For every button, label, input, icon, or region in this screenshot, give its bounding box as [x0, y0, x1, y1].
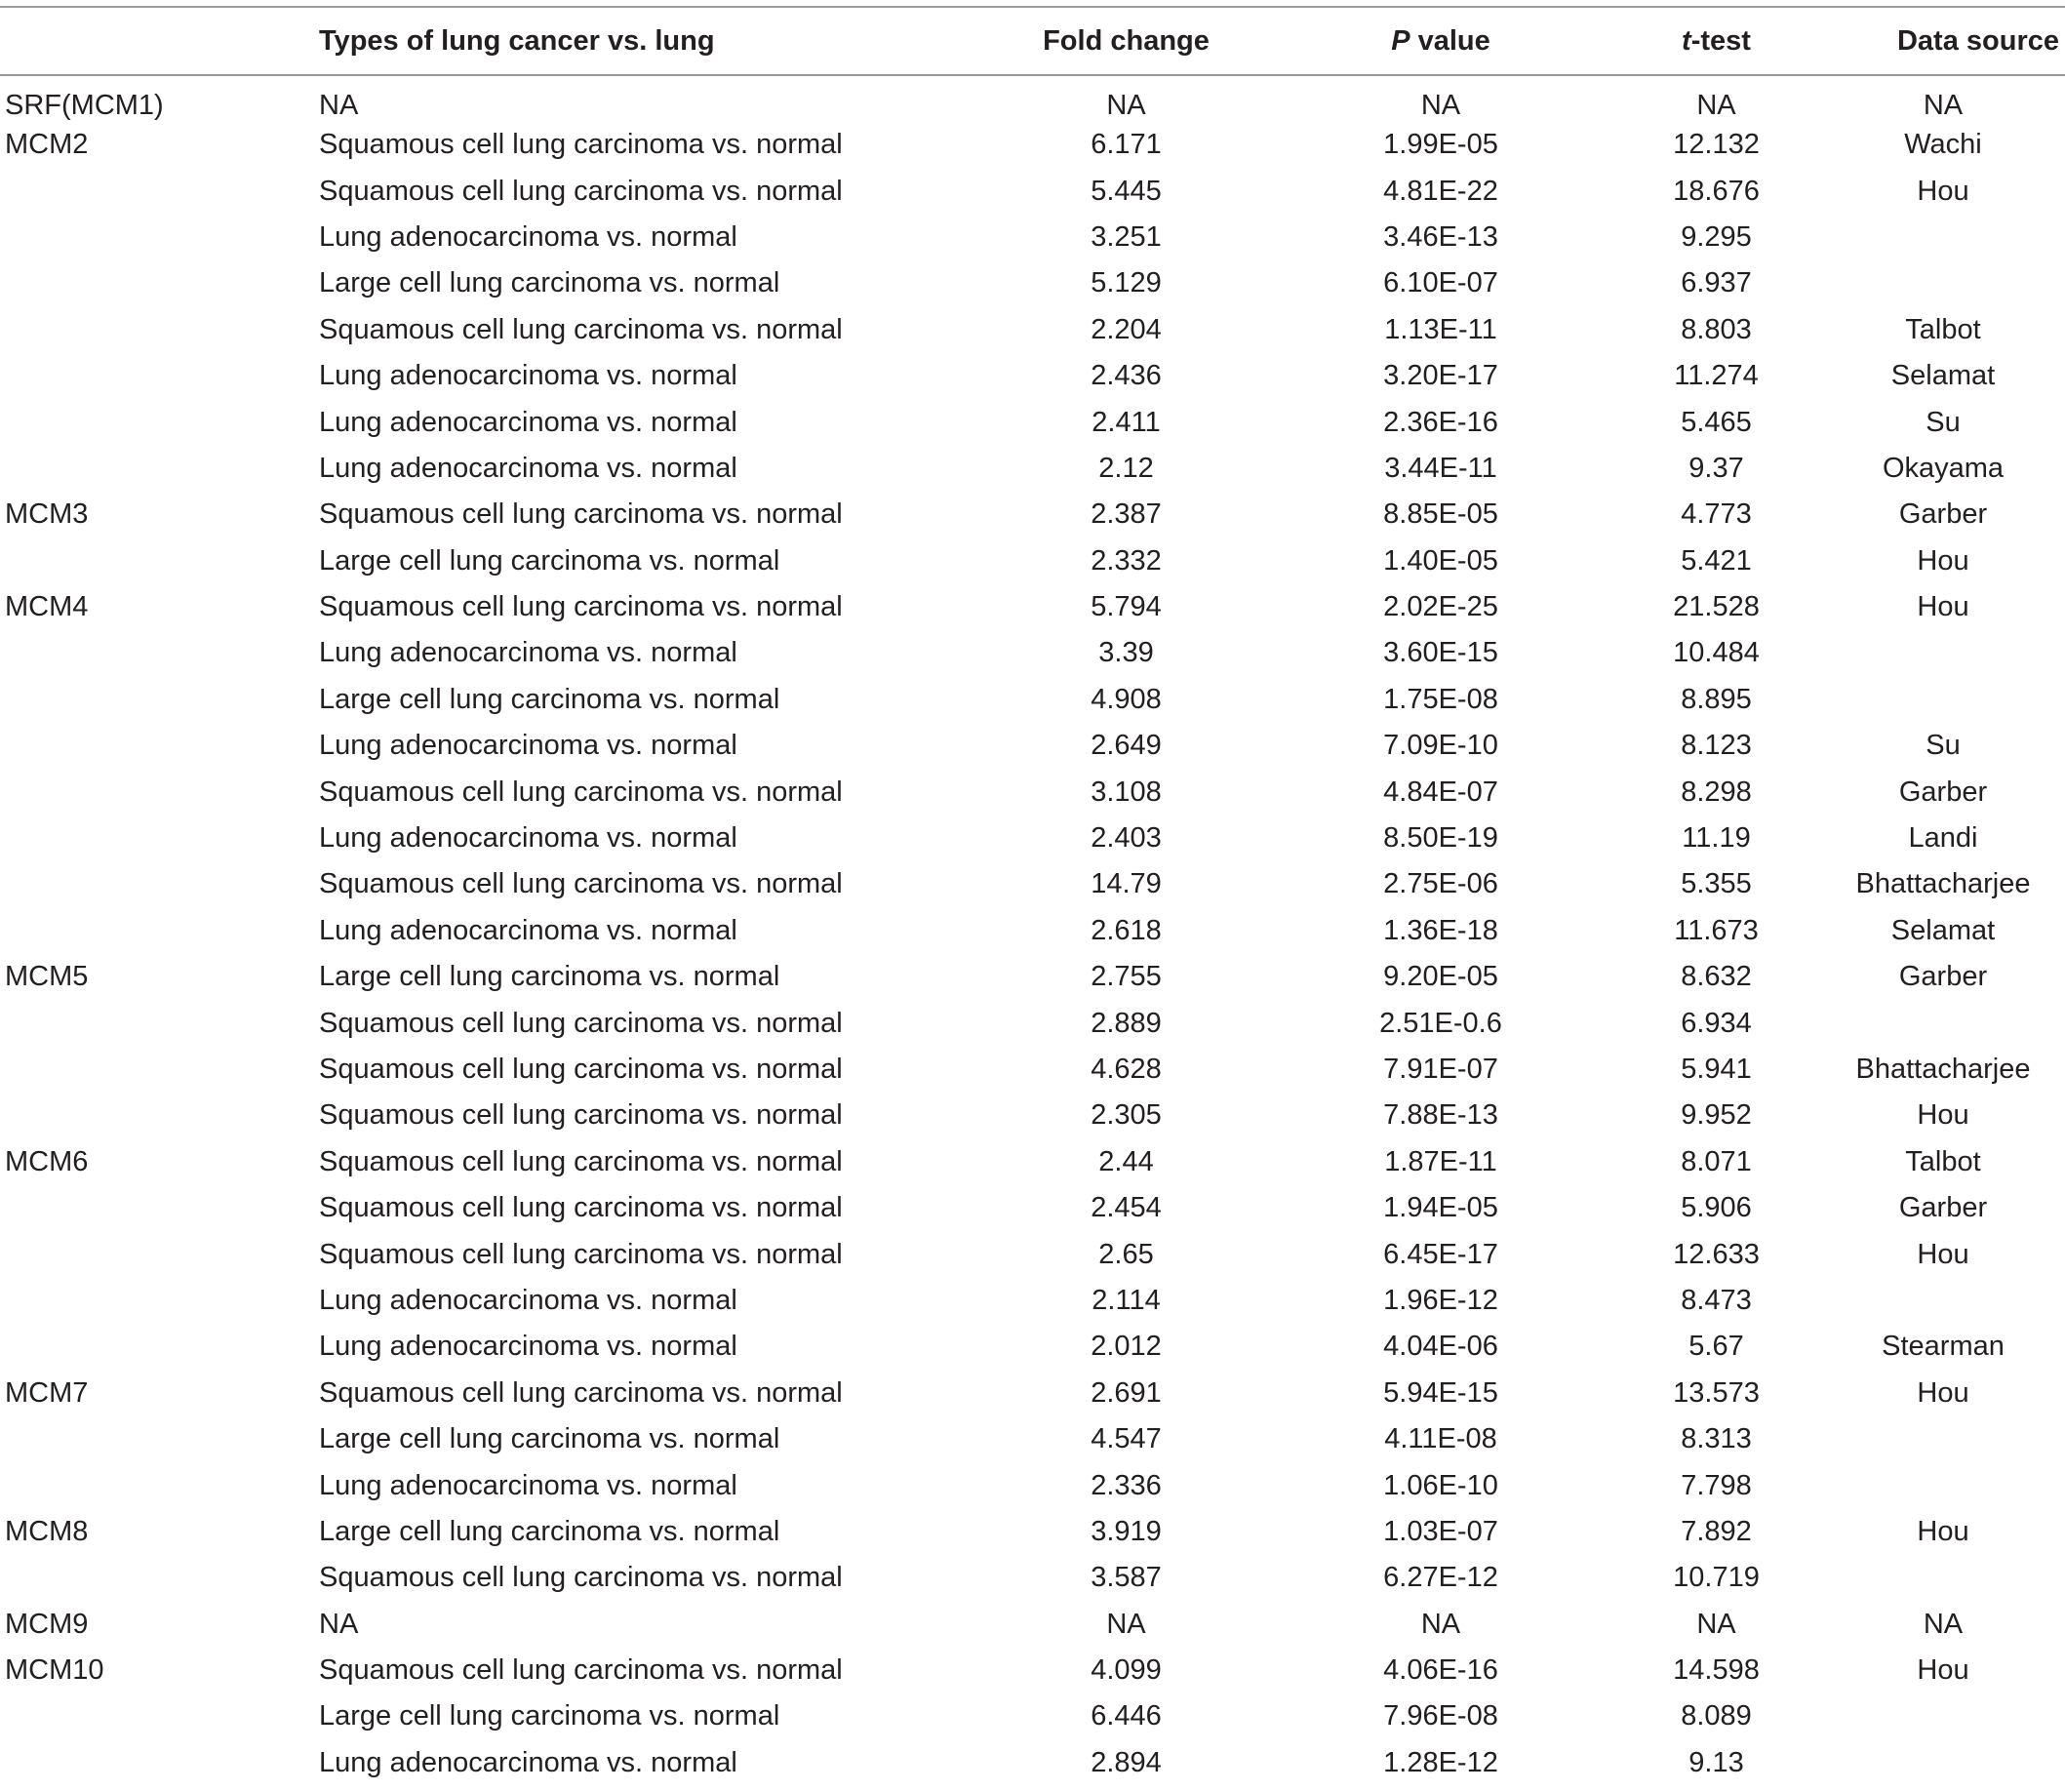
- cell-p-value: 1.13E-11: [1384, 313, 1497, 345]
- cell-p-value: 1.40E-05: [1383, 544, 1498, 577]
- table-row: [0, 1000, 2065, 1046]
- cell-fold-change: NA: [1106, 90, 1146, 121]
- cell-gene: [0, 1231, 319, 1277]
- cell-gene: MCM3: [5, 498, 89, 531]
- cell-data-source: [1821, 1462, 2065, 1508]
- cell-p-value: 3.60E-15: [1383, 637, 1498, 669]
- cell-p-value: 6.27E-12: [1383, 1562, 1498, 1594]
- table-row: [0, 307, 2065, 353]
- header-p-value-rest: value: [1410, 24, 1490, 57]
- table-row: [0, 353, 2065, 399]
- cell-fold-change: 2.649: [1091, 730, 1162, 762]
- cell-p-value: 2.75E-06: [1383, 868, 1498, 900]
- cell-t-test: 10.719: [1673, 1562, 1760, 1594]
- table-row: [0, 1231, 2065, 1277]
- cell-fold-change: 2.403: [1091, 822, 1162, 855]
- cell-t-test: 14.598: [1673, 1654, 1760, 1687]
- cell-gene: [0, 1000, 319, 1046]
- table-row: [0, 1509, 2065, 1555]
- cell-gene: [0, 630, 319, 676]
- cell-p-value: 7.09E-10: [1383, 730, 1498, 762]
- cell-t-test: 8.071: [1681, 1145, 1752, 1177]
- cell-gene: [0, 769, 319, 815]
- cell-gene: [0, 677, 319, 723]
- cell-p-value: 2.36E-16: [1383, 406, 1498, 438]
- cell-t-test: 18.676: [1673, 175, 1760, 207]
- cell-cancer-type: Lung adenocarcinoma vs. normal: [319, 1469, 737, 1501]
- cell-fold-change: 4.547: [1091, 1423, 1162, 1455]
- cell-fold-change: 2.332: [1091, 544, 1162, 577]
- cell-data-source: Hou: [1917, 1515, 1969, 1547]
- table-row: [0, 75, 2065, 122]
- cell-fold-change: 6.171: [1091, 129, 1162, 161]
- cell-p-value: 1.75E-08: [1383, 683, 1498, 715]
- cell-p-value: 3.44E-11: [1384, 452, 1497, 484]
- cell-p-value: NA: [1420, 90, 1461, 121]
- cell-cancer-type: Squamous cell lung carcinoma vs. normal: [319, 175, 843, 207]
- cell-cancer-type: Squamous cell lung carcinoma vs. normal: [319, 1099, 843, 1132]
- cell-gene: [0, 1416, 319, 1462]
- cell-fold-change: 5.794: [1091, 591, 1162, 623]
- header-p-value: [1270, 7, 1611, 75]
- cell-data-source: Garber: [1898, 961, 1988, 993]
- cell-data-source: Su: [1926, 730, 1961, 762]
- cell-p-value: 8.85E-05: [1383, 498, 1498, 531]
- cell-t-test: 11.19: [1682, 822, 1751, 855]
- cell-cancer-type: NA: [319, 90, 359, 121]
- header-fold-change: Fold change: [1043, 24, 1210, 57]
- cell-t-test: 8.089: [1681, 1700, 1752, 1732]
- cell-fold-change: 5.129: [1091, 267, 1162, 299]
- cell-gene: [0, 1047, 319, 1093]
- cell-gene: [0, 1462, 319, 1508]
- cell-data-source: Selamat: [1890, 914, 1996, 946]
- cell-p-value: 1.99E-05: [1383, 129, 1498, 161]
- cell-data-source: [1821, 1416, 2065, 1462]
- cell-data-source: NA: [1923, 1608, 1964, 1640]
- cell-p-value: 6.10E-07: [1383, 267, 1498, 299]
- cell-fold-change: 2.44: [1098, 1145, 1154, 1177]
- cell-fold-change: 3.587: [1091, 1562, 1162, 1594]
- cell-t-test: 9.295: [1681, 220, 1752, 253]
- cell-cancer-type: Squamous cell lung carcinoma vs. normal: [319, 1192, 843, 1224]
- cell-gene: MCM5: [5, 961, 89, 993]
- cell-data-source: Hou: [1917, 1099, 1969, 1132]
- cell-fold-change: 2.889: [1091, 1007, 1162, 1039]
- cell-t-test: 6.934: [1681, 1007, 1752, 1039]
- cell-data-source: Hou: [1917, 175, 1969, 207]
- cell-t-test: 21.528: [1673, 591, 1760, 623]
- cell-p-value: 4.04E-06: [1383, 1331, 1498, 1363]
- header-t-test-rest: -test: [1690, 24, 1751, 57]
- cell-cancer-type: Squamous cell lung carcinoma vs. normal: [319, 498, 843, 531]
- table-row: [0, 677, 2065, 723]
- cell-cancer-type: Large cell lung carcinoma vs. normal: [319, 267, 780, 299]
- cell-fold-change: 3.251: [1091, 220, 1162, 253]
- cell-fold-change: 2.12: [1098, 452, 1154, 484]
- cell-p-value: 5.94E-15: [1383, 1376, 1498, 1409]
- cell-data-source: Bhattacharjee: [1855, 868, 2031, 900]
- cell-data-source: Talbot: [1905, 1145, 1981, 1177]
- cell-t-test: 8.473: [1681, 1284, 1752, 1316]
- table-row: [0, 908, 2065, 954]
- cell-fold-change: 2.305: [1091, 1099, 1162, 1132]
- cell-fold-change: 2.691: [1091, 1376, 1162, 1409]
- cell-data-source: Hou: [1917, 1654, 1969, 1687]
- table-row: [0, 492, 2065, 538]
- cell-p-value: 1.94E-05: [1383, 1192, 1498, 1224]
- header-t-test: [1611, 7, 1821, 75]
- cell-t-test: 8.298: [1681, 776, 1752, 808]
- table-row: [0, 1416, 2065, 1462]
- cell-p-value: 1.06E-10: [1383, 1469, 1498, 1501]
- cell-t-test: 7.892: [1681, 1515, 1752, 1547]
- cell-gene: [0, 168, 319, 214]
- cell-gene: MCM6: [5, 1145, 89, 1177]
- cell-t-test: NA: [1696, 1608, 1736, 1640]
- cell-p-value: 3.20E-17: [1383, 360, 1498, 392]
- cell-t-test: 9.952: [1681, 1099, 1752, 1132]
- table-row: [0, 1185, 2065, 1231]
- cell-gene: MCM10: [5, 1654, 104, 1687]
- cell-p-value: 2.02E-25: [1383, 591, 1498, 623]
- cell-gene: [0, 399, 319, 445]
- cell-gene: [0, 307, 319, 353]
- cell-cancer-type: Large cell lung carcinoma vs. normal: [319, 1700, 780, 1732]
- table-row: [0, 1371, 2065, 1416]
- cell-t-test: 12.132: [1673, 129, 1760, 161]
- cell-t-test: 8.632: [1681, 961, 1752, 993]
- cell-gene: [0, 861, 319, 907]
- cell-t-test: 5.355: [1681, 868, 1752, 900]
- table-row: [0, 1139, 2065, 1185]
- cell-fold-change: 2.454: [1091, 1192, 1162, 1224]
- cell-fold-change: 6.446: [1091, 1700, 1162, 1732]
- cell-fold-change: 2.436: [1091, 360, 1162, 392]
- header-p-value-italic: P: [1391, 24, 1410, 57]
- cell-fold-change: 2.387: [1091, 498, 1162, 531]
- cell-t-test: 5.421: [1681, 544, 1752, 577]
- cell-t-test: NA: [1696, 90, 1736, 121]
- header-cancer-type: Types of lung cancer vs. lung: [319, 24, 715, 57]
- cell-data-source: Su: [1926, 406, 1961, 438]
- cell-fold-change: 2.336: [1091, 1469, 1162, 1501]
- cell-gene: [0, 1740, 319, 1786]
- cell-fold-change: NA: [1106, 1608, 1146, 1640]
- cell-p-value: 1.28E-12: [1383, 1746, 1498, 1778]
- cell-data-source: Garber: [1898, 498, 1988, 531]
- cell-t-test: 8.313: [1681, 1423, 1752, 1455]
- cell-data-source: [1821, 1000, 2065, 1046]
- cell-gene: MCM7: [5, 1376, 89, 1409]
- cell-data-source: Selamat: [1890, 360, 1996, 392]
- cell-cancer-type: Squamous cell lung carcinoma vs. normal: [319, 591, 843, 623]
- cell-data-source: Talbot: [1905, 313, 1981, 345]
- table-row: [0, 168, 2065, 214]
- cell-data-source: NA: [1923, 90, 1964, 121]
- cell-fold-change: 4.628: [1091, 1054, 1162, 1085]
- cell-data-source: Okayama: [1882, 452, 2005, 484]
- cell-cancer-type: Squamous cell lung carcinoma vs. normal: [319, 1054, 843, 1085]
- cell-t-test: 8.895: [1681, 683, 1752, 715]
- cell-p-value: 6.45E-17: [1383, 1238, 1498, 1270]
- cell-cancer-type: Lung adenocarcinoma vs. normal: [319, 730, 737, 762]
- cell-cancer-type: Lung adenocarcinoma vs. normal: [319, 822, 737, 855]
- cell-cancer-type: Lung adenocarcinoma vs. normal: [319, 220, 737, 253]
- cell-cancer-type: Large cell lung carcinoma vs. normal: [319, 1515, 780, 1547]
- table-body: [0, 75, 2065, 1786]
- cell-gene: [0, 1185, 319, 1231]
- cell-cancer-type: Squamous cell lung carcinoma vs. normal: [319, 129, 843, 161]
- cell-p-value: 1.87E-11: [1384, 1145, 1497, 1177]
- table-row: [0, 215, 2065, 260]
- cell-t-test: 9.37: [1688, 452, 1744, 484]
- cell-p-value: 7.96E-08: [1383, 1700, 1498, 1732]
- cell-gene: MCM8: [5, 1515, 89, 1547]
- cell-cancer-type: Lung adenocarcinoma vs. normal: [319, 1331, 737, 1363]
- table-row: [0, 630, 2065, 676]
- cell-cancer-type: Squamous cell lung carcinoma vs. normal: [319, 1376, 843, 1409]
- cell-gene: [0, 446, 319, 492]
- cell-data-source: Garber: [1898, 1192, 1988, 1224]
- cell-data-source: [1821, 1278, 2065, 1324]
- cell-gene: SRF(MCM1): [5, 90, 164, 121]
- cell-t-test: 11.274: [1674, 360, 1759, 392]
- cell-p-value: 4.11E-08: [1384, 1423, 1497, 1455]
- cell-cancer-type: Large cell lung carcinoma vs. normal: [319, 683, 780, 715]
- table-row: [0, 954, 2065, 1000]
- cell-p-value: 2.51E-0.6: [1379, 1007, 1502, 1039]
- table-row: [0, 122, 2065, 168]
- cell-gene: [0, 538, 319, 584]
- cell-p-value: 1.36E-18: [1383, 914, 1498, 946]
- table-row: [0, 584, 2065, 630]
- cell-gene: [0, 260, 319, 306]
- table-row: [0, 1648, 2065, 1693]
- cell-gene: MCM9: [5, 1608, 89, 1640]
- cell-t-test: 10.484: [1673, 637, 1760, 669]
- cell-data-source: Landi: [1908, 822, 1978, 855]
- cell-data-source: Garber: [1898, 776, 1988, 808]
- cell-fold-change: 2.012: [1091, 1331, 1162, 1363]
- header-t-test-italic: t: [1682, 24, 1691, 57]
- cell-fold-change: 2.114: [1092, 1284, 1161, 1316]
- cell-fold-change: 2.411: [1092, 406, 1161, 438]
- table-row: [0, 1462, 2065, 1508]
- cell-fold-change: 2.894: [1091, 1746, 1162, 1778]
- cell-gene: [0, 353, 319, 399]
- cell-t-test: 4.773: [1681, 498, 1752, 531]
- cell-p-value: 4.84E-07: [1383, 776, 1498, 808]
- cell-gene: MCM2: [5, 129, 89, 161]
- cell-data-source: Stearman: [1882, 1331, 2005, 1363]
- cell-gene: [0, 723, 319, 769]
- cell-fold-change: 4.099: [1091, 1654, 1162, 1687]
- cell-cancer-type: Squamous cell lung carcinoma vs. normal: [319, 1145, 843, 1177]
- cell-data-source: [1821, 260, 2065, 306]
- cell-data-source: [1821, 1693, 2065, 1739]
- cell-cancer-type: Squamous cell lung carcinoma vs. normal: [319, 1007, 843, 1039]
- cell-cancer-type: Lung adenocarcinoma vs. normal: [319, 914, 737, 946]
- table-row: [0, 1324, 2065, 1370]
- cell-p-value: 1.03E-07: [1383, 1515, 1498, 1547]
- table-row: [0, 861, 2065, 907]
- cell-p-value: 4.06E-16: [1383, 1654, 1498, 1687]
- table-row: [0, 260, 2065, 306]
- cell-gene: [0, 1093, 319, 1138]
- cell-t-test: 12.633: [1673, 1238, 1760, 1270]
- cell-gene: [0, 908, 319, 954]
- cell-cancer-type: Squamous cell lung carcinoma vs. normal: [319, 1562, 843, 1594]
- cell-t-test: 9.13: [1688, 1746, 1744, 1778]
- cell-fold-change: 4.908: [1091, 683, 1162, 715]
- table-row: [0, 816, 2065, 861]
- table-row: [0, 1093, 2065, 1138]
- table-row: [0, 1693, 2065, 1739]
- table-row: [0, 538, 2065, 584]
- cell-fold-change: 5.445: [1091, 175, 1162, 207]
- cell-cancer-type: Squamous cell lung carcinoma vs. normal: [319, 1654, 843, 1687]
- table-row: [0, 1602, 2065, 1648]
- table-row: [0, 1278, 2065, 1324]
- cell-data-source: [1821, 215, 2065, 260]
- cell-p-value: 1.96E-12: [1383, 1284, 1498, 1316]
- cell-gene: [0, 1693, 319, 1739]
- table-row: [0, 1740, 2065, 1786]
- cell-fold-change: 14.79: [1091, 868, 1162, 900]
- cell-p-value: 9.20E-05: [1383, 961, 1498, 993]
- cell-cancer-type: Lung adenocarcinoma vs. normal: [319, 452, 737, 484]
- cell-fold-change: 2.755: [1091, 961, 1162, 993]
- cell-fold-change: 2.618: [1091, 914, 1162, 946]
- cell-p-value: 7.91E-07: [1383, 1054, 1498, 1085]
- cell-fold-change: 2.65: [1098, 1238, 1154, 1270]
- cell-p-value: NA: [1420, 1608, 1461, 1640]
- table-row: [0, 1047, 2065, 1093]
- cell-data-source: Hou: [1917, 1238, 1969, 1270]
- cell-data-source: Hou: [1917, 1376, 1969, 1409]
- cell-t-test: 8.803: [1681, 313, 1752, 345]
- cell-t-test: 8.123: [1681, 730, 1752, 762]
- cell-cancer-type: Lung adenocarcinoma vs. normal: [319, 637, 737, 669]
- cell-gene: [0, 215, 319, 260]
- cell-t-test: 5.941: [1681, 1054, 1752, 1085]
- table-row: [0, 446, 2065, 492]
- cell-gene: [0, 816, 319, 861]
- header-data-source: Data source: [1896, 24, 2059, 57]
- cell-cancer-type: Squamous cell lung carcinoma vs. normal: [319, 1238, 843, 1270]
- cell-gene: [0, 1324, 319, 1370]
- cell-data-source: Wachi: [1904, 129, 1982, 161]
- cell-cancer-type: Large cell lung carcinoma vs. normal: [319, 544, 780, 577]
- cell-fold-change: 3.39: [1098, 637, 1154, 669]
- cell-t-test: 5.906: [1681, 1192, 1752, 1224]
- cell-data-source: Bhattacharjee: [1855, 1054, 2031, 1085]
- cell-fold-change: 3.919: [1091, 1515, 1162, 1547]
- table-row: [0, 1555, 2065, 1601]
- cell-t-test: 6.937: [1681, 267, 1752, 299]
- header-gene: [0, 7, 319, 75]
- cell-data-source: [1821, 630, 2065, 676]
- cell-t-test: 5.67: [1688, 1331, 1744, 1363]
- cell-p-value: 3.46E-13: [1383, 220, 1498, 253]
- table-row: [0, 723, 2065, 769]
- cell-cancer-type: Large cell lung carcinoma vs. normal: [319, 1423, 780, 1455]
- cell-cancer-type: Lung adenocarcinoma vs. normal: [319, 1284, 737, 1316]
- cell-cancer-type: Squamous cell lung carcinoma vs. normal: [319, 868, 843, 900]
- cell-cancer-type: Squamous cell lung carcinoma vs. normal: [319, 313, 843, 345]
- table-header-row: [0, 7, 2065, 75]
- cell-data-source: [1821, 1740, 2065, 1786]
- cell-p-value: 7.88E-13: [1383, 1099, 1498, 1132]
- expression-table: [0, 6, 2065, 1786]
- table-row: [0, 399, 2065, 445]
- cell-cancer-type: Large cell lung carcinoma vs. normal: [319, 961, 780, 993]
- cell-cancer-type: NA: [319, 1608, 359, 1640]
- cell-data-source: [1821, 1555, 2065, 1601]
- table-row: [0, 769, 2065, 815]
- cell-cancer-type: Squamous cell lung carcinoma vs. normal: [319, 776, 843, 808]
- cell-t-test: 5.465: [1681, 406, 1752, 438]
- cell-gene: [0, 1278, 319, 1324]
- cell-t-test: 13.573: [1673, 1376, 1760, 1409]
- cell-gene: [0, 1555, 319, 1601]
- cell-t-test: 7.798: [1681, 1469, 1752, 1501]
- cell-t-test: 11.673: [1674, 914, 1759, 946]
- cell-cancer-type: Lung adenocarcinoma vs. normal: [319, 360, 737, 392]
- cell-gene: MCM4: [5, 591, 89, 623]
- cell-data-source: [1821, 677, 2065, 723]
- cell-fold-change: 3.108: [1091, 776, 1162, 808]
- cell-p-value: 8.50E-19: [1383, 822, 1498, 855]
- cell-cancer-type: Lung adenocarcinoma vs. normal: [319, 406, 737, 438]
- cell-data-source: Hou: [1917, 591, 1969, 623]
- cell-fold-change: 2.204: [1091, 313, 1162, 345]
- cell-p-value: 4.81E-22: [1383, 175, 1498, 207]
- cell-data-source: Hou: [1917, 544, 1969, 577]
- cell-cancer-type: Lung adenocarcinoma vs. normal: [319, 1746, 737, 1778]
